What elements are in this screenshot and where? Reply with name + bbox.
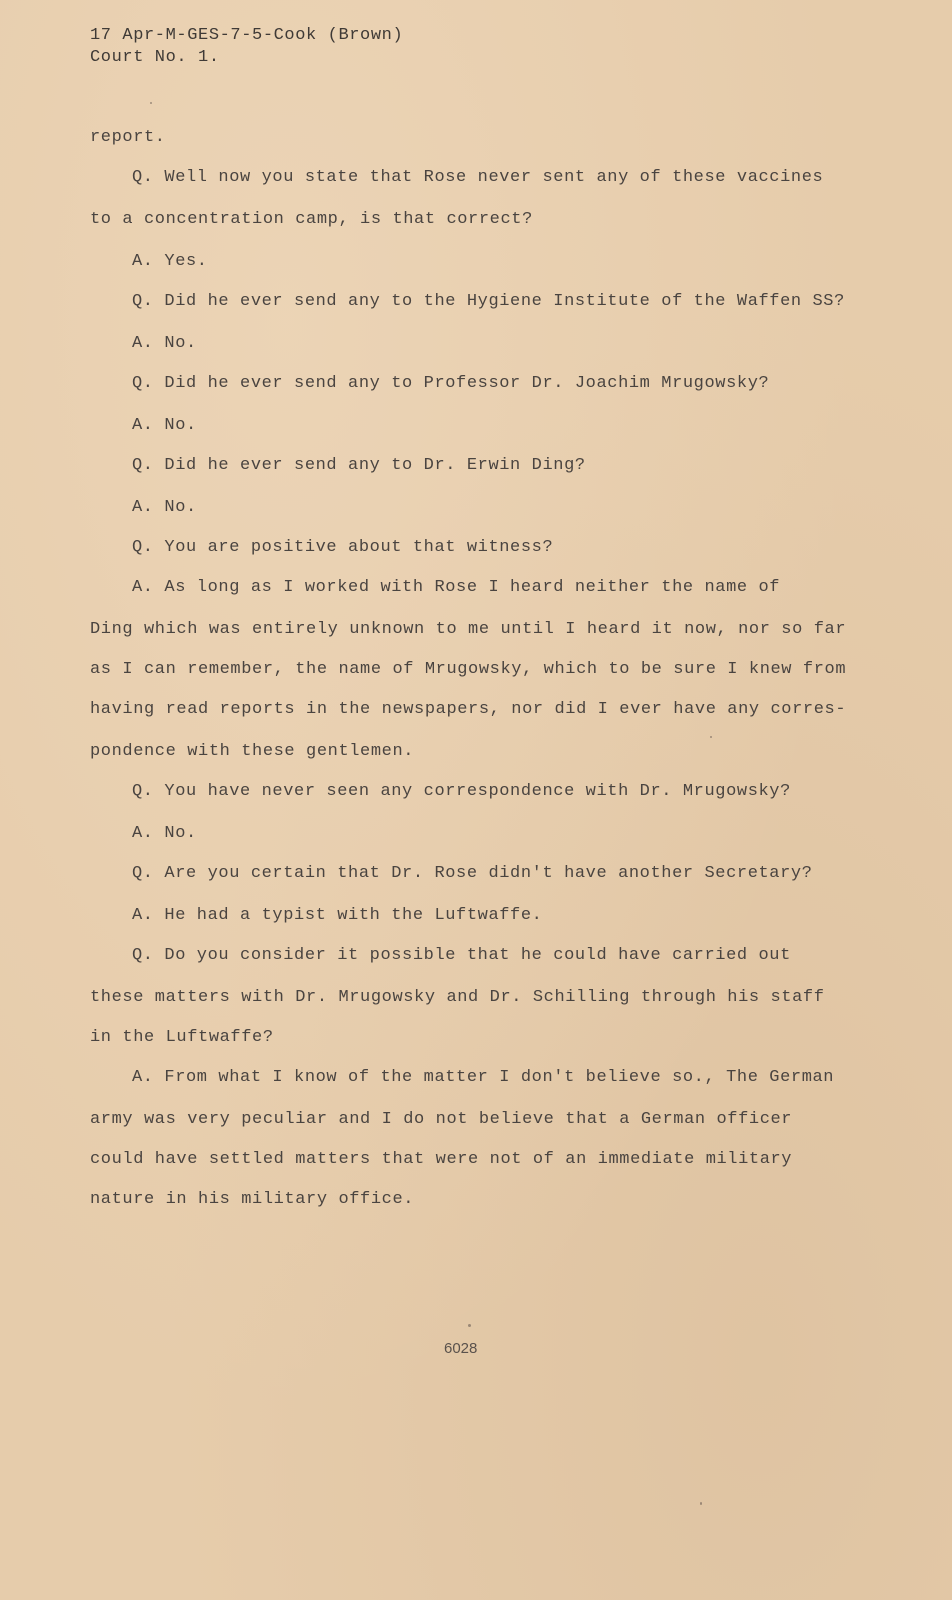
transcript-line: in the Luftwaffe?: [90, 1028, 274, 1047]
transcript-line: having read reports in the newspapers, nor did I ever have any corres-: [90, 700, 847, 719]
transcript-question: Q. Did he ever send any to Professor Dr. Joachim Mrugowsky?: [132, 374, 770, 393]
transcript-answer: A. As long as I worked with Rose I heard neither the name of: [132, 578, 781, 597]
transcript-line: these matters with Dr. Mrugowsky and Dr. Schilling through his staff: [90, 988, 825, 1007]
transcript-answer: A. He had a typist with the Luftwaffe.: [132, 906, 543, 925]
transcript-line: Ding which was entirely unknown to me until I heard it now, nor so far: [90, 620, 847, 639]
transcript-answer: A. No.: [132, 334, 197, 353]
transcript-answer: A. Yes.: [132, 252, 208, 271]
transcript-question: Q. Did he ever send any to Dr. Erwin Ding?: [132, 456, 586, 475]
header-court-line: Court No. 1.: [90, 48, 220, 67]
transcript-line: nature in his military office.: [90, 1190, 415, 1209]
transcript-question: Q. You are positive about that witness?: [132, 538, 554, 557]
transcript-line: as I can remember, the name of Mrugowsky, which to be sure I knew from: [90, 660, 847, 679]
transcript-question: Q. Did he ever send any to the Hygiene Institute of the Waffen SS?: [132, 292, 845, 311]
paper-speck: [700, 1502, 702, 1505]
transcript-line: report.: [90, 128, 166, 147]
page-number: 6028: [444, 1340, 478, 1357]
transcript-answer: A. From what I know of the matter I don't believe so., The German: [132, 1068, 835, 1087]
transcript-question: Q. Are you certain that Dr. Rose didn't have another Secretary?: [132, 864, 813, 883]
transcript-answer: A. No.: [132, 498, 197, 517]
transcript-answer: A. No.: [132, 824, 197, 843]
transcript-line: could have settled matters that were not of an immediate military: [90, 1150, 793, 1169]
paper-speck: [150, 102, 152, 104]
header-case-line: 17 Apr-M-GES-7-5-Cook (Brown): [90, 26, 404, 45]
paper-speck: [710, 736, 712, 738]
transcript-answer: A. No.: [132, 416, 197, 435]
transcript-line: army was very peculiar and I do not believe that a German officer: [90, 1110, 793, 1129]
transcript-question: Q. Well now you state that Rose never sent any of these vaccines: [132, 168, 824, 187]
transcript-question: Q. You have never seen any correspondence with Dr. Mrugowsky?: [132, 782, 791, 801]
transcript-line: pondence with these gentlemen.: [90, 742, 415, 761]
transcript-line: to a concentration camp, is that correct?: [90, 210, 533, 229]
transcript-question: Q. Do you consider it possible that he could have carried out: [132, 946, 791, 965]
paper-speck: [468, 1324, 471, 1327]
